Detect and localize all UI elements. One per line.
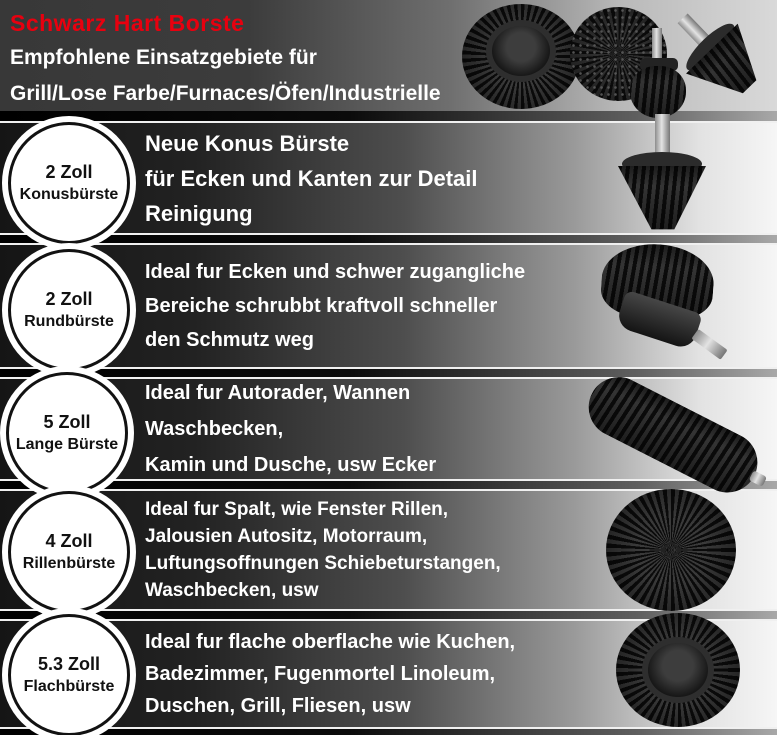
- badge-size-label: 2 Zoll: [45, 161, 93, 182]
- large-disc-brush-icon: [462, 4, 580, 109]
- banner-subtitle-2: Grill/Lose Farbe/Furnaces/Öfen/Industrielle: [10, 82, 441, 105]
- cone-bristles-icon: [618, 166, 706, 232]
- disc-cup-icon: [486, 20, 556, 82]
- description-line: für Ecken und Kanten zur Detail Reinigung: [145, 165, 478, 226]
- description-line: Ideal fur Spalt, wie Fenster Rillen,: [145, 499, 449, 520]
- row-description: [145, 379, 527, 479]
- cone-brush-photo: [616, 114, 708, 236]
- description-line: Ideal fur Autorader, Wannen Waschbecken,: [145, 382, 411, 440]
- flat-brush-photo: [616, 613, 740, 727]
- row-description: [145, 621, 527, 727]
- badge-type-label: Rillenbürste: [22, 554, 116, 572]
- badge-type-label: Flachbürste: [23, 677, 115, 695]
- groove-brush-photo: [606, 489, 736, 611]
- row-description: [145, 123, 527, 233]
- round-brush-photo: [589, 235, 741, 371]
- size-badge-konusbuerste: [8, 122, 130, 244]
- description-line: Bereiche schrubbt kraftvoll schneller: [145, 295, 498, 317]
- description-line: Duschen, Grill, Fliesen, usw: [145, 695, 411, 717]
- description-line: Neue Konus Bürste: [145, 130, 350, 156]
- badge-size-label: 4 Zoll: [45, 530, 93, 551]
- banner-title: Schwarz Hart Borste: [10, 10, 245, 36]
- row-description: [145, 245, 527, 367]
- badge-type-label: Konusbürste: [19, 185, 119, 203]
- description-line: Kamin und Dusche, usw Ecker: [145, 454, 437, 476]
- description-line: den Schmutz weg: [145, 329, 314, 351]
- description-line: Jalousien Autositz, Motorraum,: [145, 526, 428, 547]
- description-line: Waschbecken, usw: [145, 580, 319, 601]
- size-badge-lange-buerste: [6, 372, 128, 494]
- description-line: Luftungsoffnungen Schiebeturstangen,: [145, 553, 501, 574]
- long-brush-bristles-icon: [578, 367, 767, 503]
- size-badge-rundbuerste: [8, 249, 130, 371]
- banner-subtitle-1: Empfohlene Einsatzgebiete für: [10, 46, 317, 69]
- separator-bar: [0, 727, 777, 735]
- description-line: Badezimmer, Fugenmortel Linoleum,: [145, 663, 496, 685]
- size-badge-rillenbuerste: [8, 491, 130, 613]
- description-line: Ideal fur Ecken und schwer zugangliche: [145, 261, 526, 283]
- badge-size-label: 2 Zoll: [45, 288, 93, 309]
- badge-type-label: Rundbürste: [24, 312, 114, 330]
- badge-size-label: 5 Zoll: [43, 411, 91, 432]
- long-brush-photo: [584, 372, 777, 484]
- badge-size-label: 5.3 Zoll: [37, 653, 100, 674]
- drill-shank-icon: [691, 329, 727, 360]
- disc-cup-icon: [642, 637, 714, 703]
- small-round-brush-icon: [630, 66, 686, 118]
- size-badge-flachbuerste: [8, 614, 130, 735]
- row-description: [145, 491, 527, 609]
- description-line: Ideal fur flache oberflache wie Kuchen,: [145, 631, 516, 653]
- badge-type-label: Lange Bürste: [15, 435, 119, 453]
